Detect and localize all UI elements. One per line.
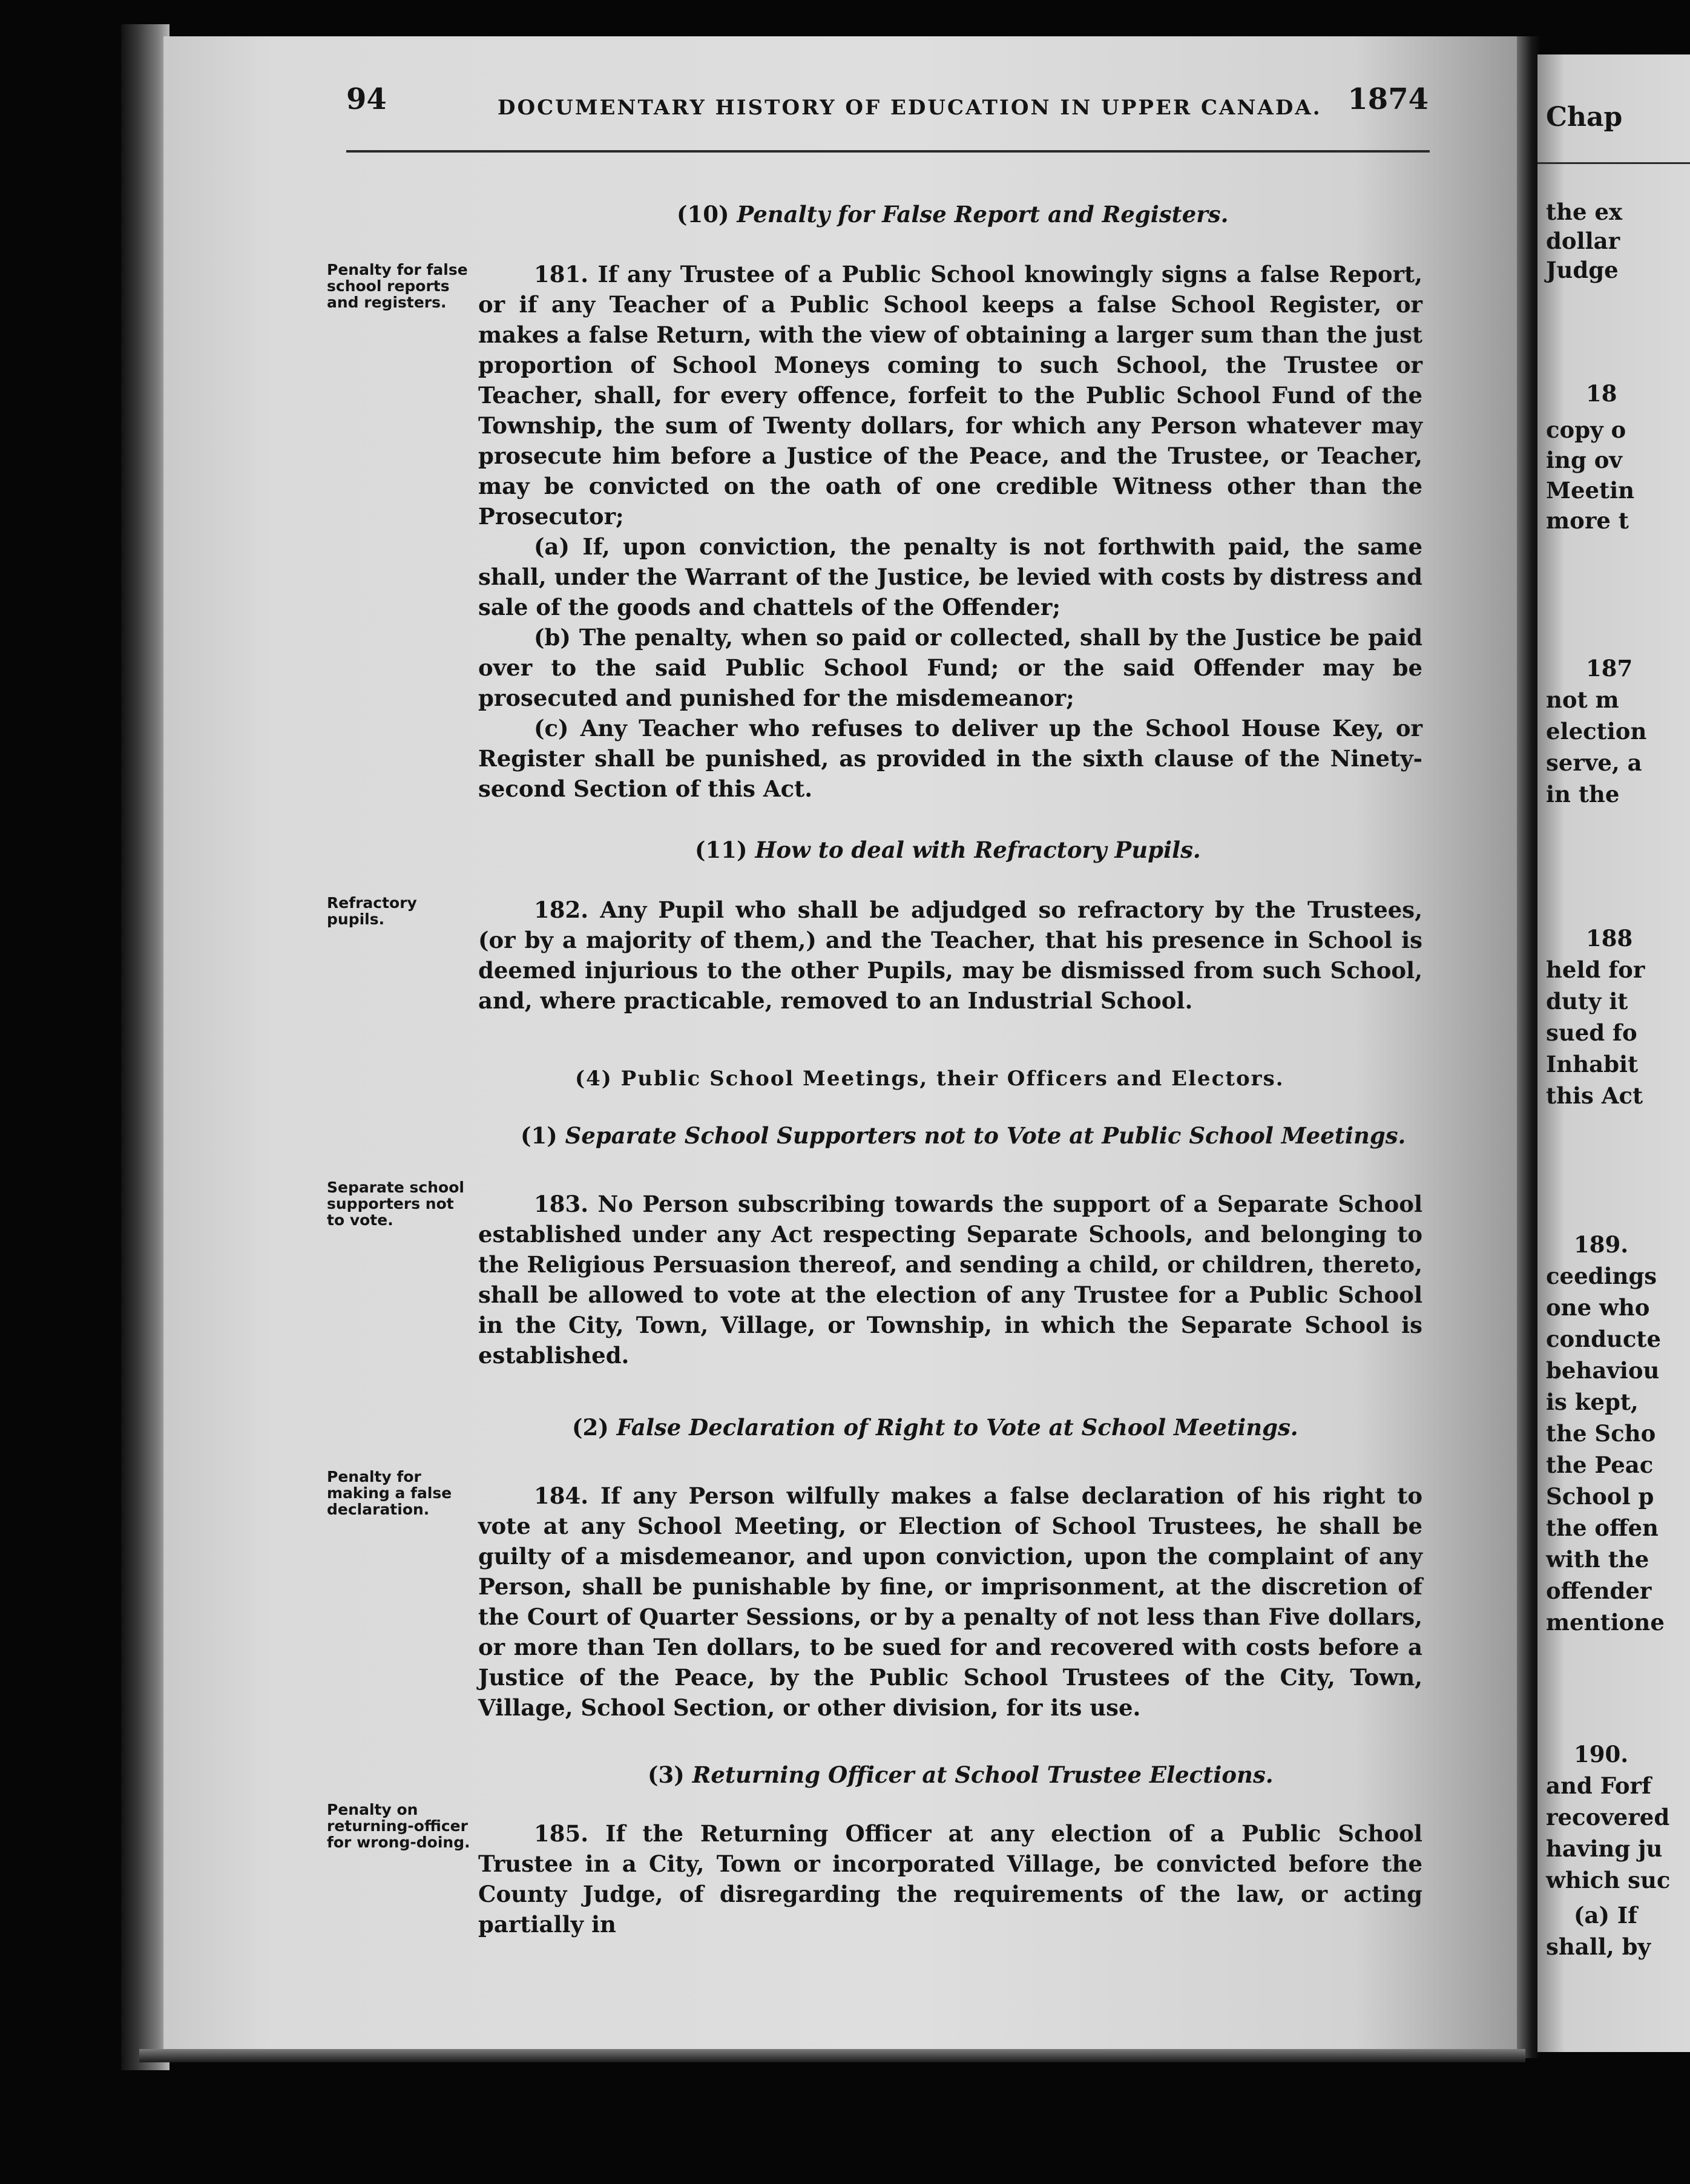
right-page-line: serve, a bbox=[1546, 749, 1642, 776]
right-page-line: having ju bbox=[1546, 1835, 1663, 1862]
right-page-line: 190. bbox=[1574, 1741, 1629, 1768]
clause-c: (c) Any Teacher who refuses to deliver up the School House Key, or Register shall be punished, as provided in the sixth clause of the Ninety-second Section of this Act. bbox=[478, 715, 1422, 802]
section-183 bbox=[478, 1189, 1422, 1370]
right-page-line: the Peac bbox=[1546, 1452, 1654, 1478]
page-bottom-edge bbox=[139, 2049, 1525, 2062]
right-page-line: recovered bbox=[1546, 1804, 1670, 1830]
paragraph-181: 181. If any Trustee of a Public School knowingly signs a false Report, or if any Teacher of a Public School keeps a false School Register, or makes a false Return, with the view of obtaining a larger sum than the just proportion of School Moneys coming to such School, the Trustee or Teacher, shall, for every offence, forfeit to the Public School Fund of the Township, the sum of Twenty dollars, for which any Person whatever may prosecute him before a Justice of the Peace, and the Trustee, or Teacher, may be convicted on the oath of one credible Witness other than the Prosecutor; bbox=[478, 261, 1422, 530]
margin-note: Penalty on returning-officer for wrong-doing. bbox=[327, 1801, 470, 1851]
right-page-line: (a) If bbox=[1574, 1902, 1638, 1929]
right-page-line: 188 bbox=[1586, 925, 1633, 952]
right-page-line: copy o bbox=[1546, 416, 1626, 443]
right-page-line: conducte bbox=[1546, 1326, 1662, 1352]
running-title: DOCUMENTARY HISTORY OF EDUCATION IN UPPER CANADA. bbox=[498, 96, 1322, 120]
paragraph-185: 185. If the Returning Officer at any election of a Public School Trustee in a City, Town or incorporated Village, be convicted before the County Judge, of disregarding the requirements of the law, or acting partially in bbox=[478, 1820, 1422, 1938]
right-page-line: behaviou bbox=[1546, 1357, 1660, 1384]
right-page-line: more t bbox=[1546, 507, 1629, 534]
right-page-line: the offen bbox=[1546, 1515, 1659, 1541]
right-page-line: and Forf bbox=[1546, 1772, 1651, 1799]
paragraph-184: 184. If any Person wilfully makes a false declaration of his right to vote at any School Meeting, or Election of School Trustees, he shall be guilty of a misdemeanor, and upon conviction, upon the complaint of any Person, shall be punishable by fine, or imprisonment, at the discretion of the Court of Quarter Sessions, or by a penalty of not less than Five dollars, or more than Ten dollars, to be sued for and recovered with costs before a Justice of the Peace, by the Public School Trustees of the City, Town, Village, School Section, or other division, for its use. bbox=[478, 1482, 1422, 1721]
paragraph-182: 182. Any Pupil who shall be adjudged so refractory by the Trustees, (or by a majority of them,) and the Teacher, that his presence in School is deemed injurious to the other Pupils, may be dismissed from such School, and, where practicable, removed to an Industrial School. bbox=[478, 896, 1422, 1014]
right-page-line: Inhabit bbox=[1546, 1051, 1639, 1077]
section-heading: (1) Separate School Supporters not to Vote at Public School Meetings. bbox=[521, 1122, 1406, 1149]
right-page-line: School p bbox=[1546, 1483, 1654, 1510]
right-page-line: duty it bbox=[1546, 988, 1628, 1015]
section-185 bbox=[478, 1818, 1422, 1939]
right-page-fragment bbox=[1537, 54, 1690, 2052]
margin-note: Refractory pupils. bbox=[327, 894, 417, 928]
right-page-rule bbox=[1537, 162, 1690, 164]
header-year: 1874 bbox=[1347, 82, 1429, 116]
section-heading: (2) False Declaration of Right to Vote at School Meetings. bbox=[572, 1414, 1298, 1441]
book-spine-shadow bbox=[121, 24, 169, 2070]
right-page-line: 18 bbox=[1586, 380, 1617, 407]
right-page-line: mentione bbox=[1546, 1609, 1665, 1636]
margin-note: Separate school supporters not to vote. bbox=[327, 1179, 464, 1229]
section-heading: (11) How to deal with Refractory Pupils. bbox=[695, 837, 1201, 863]
part-heading: (4) Public School Meetings, their Officers and Electors. bbox=[575, 1067, 1284, 1091]
right-page-line: election bbox=[1546, 718, 1647, 745]
right-page-line: the ex bbox=[1546, 199, 1623, 225]
paragraph-183: 183. No Person subscribing towards the support of a Separate School established under any Act respecting Separate Schools, and belonging to the Religious Persuasion thereof, and sending a child, or children, thereto, shall be allowed to vote at the election of any Trustee for a Public School in the City, Town, Village, or Township, in which the Separate School is established. bbox=[478, 1191, 1422, 1369]
section-181 bbox=[478, 259, 1422, 804]
right-page-line: ceedings bbox=[1546, 1263, 1657, 1289]
right-page-line: in the bbox=[1546, 781, 1620, 807]
page-number: 94 bbox=[346, 82, 387, 116]
right-page-line: which suc bbox=[1546, 1867, 1671, 1893]
right-page-line: Meetin bbox=[1546, 477, 1635, 504]
right-page-line: one who bbox=[1546, 1294, 1650, 1321]
section-182 bbox=[478, 895, 1422, 1016]
section-heading: (3) Returning Officer at School Trustee Elections. bbox=[648, 1761, 1274, 1788]
section-heading: (10) Penalty for False Report and Registers. bbox=[677, 201, 1229, 228]
section-184 bbox=[478, 1481, 1422, 1723]
clause-b: (b) The penalty, when so paid or collected, shall by the Justice be paid over to the said Public School Fund; or the said Offender may be prosecuted and punished for the misdemeanor; bbox=[478, 624, 1422, 711]
header-rule bbox=[346, 150, 1430, 153]
right-page-line: Judge bbox=[1546, 257, 1619, 283]
right-page-line: with the bbox=[1546, 1546, 1649, 1573]
right-page-line: offender bbox=[1546, 1577, 1652, 1604]
running-header bbox=[339, 79, 1429, 127]
right-page-line: the Scho bbox=[1546, 1420, 1656, 1447]
right-page-line: is kept, bbox=[1546, 1389, 1639, 1415]
margin-note: Penalty for making a false declaration. bbox=[327, 1468, 452, 1518]
right-page-line: ing ov bbox=[1546, 447, 1622, 473]
right-page-line: shall, by bbox=[1546, 1933, 1651, 1960]
right-page-line: held for bbox=[1546, 956, 1645, 983]
right-page-line: 187 bbox=[1586, 655, 1633, 682]
right-page-line: Chap bbox=[1546, 102, 1623, 133]
right-page-line: not m bbox=[1546, 686, 1619, 713]
right-page-line: dollar bbox=[1546, 228, 1620, 254]
right-page-line: sued fo bbox=[1546, 1019, 1637, 1046]
clause-a: (a) If, upon conviction, the penalty is not forthwith paid, the same shall, under the Warrant of the Justice, be levied with costs by distress and sale of the goods and chattels of the Offender; bbox=[478, 533, 1422, 620]
right-page-line: 189. bbox=[1574, 1231, 1629, 1258]
right-page-line: this Act bbox=[1546, 1082, 1643, 1109]
margin-note: Penalty for false school reports and registers. bbox=[327, 261, 468, 311]
